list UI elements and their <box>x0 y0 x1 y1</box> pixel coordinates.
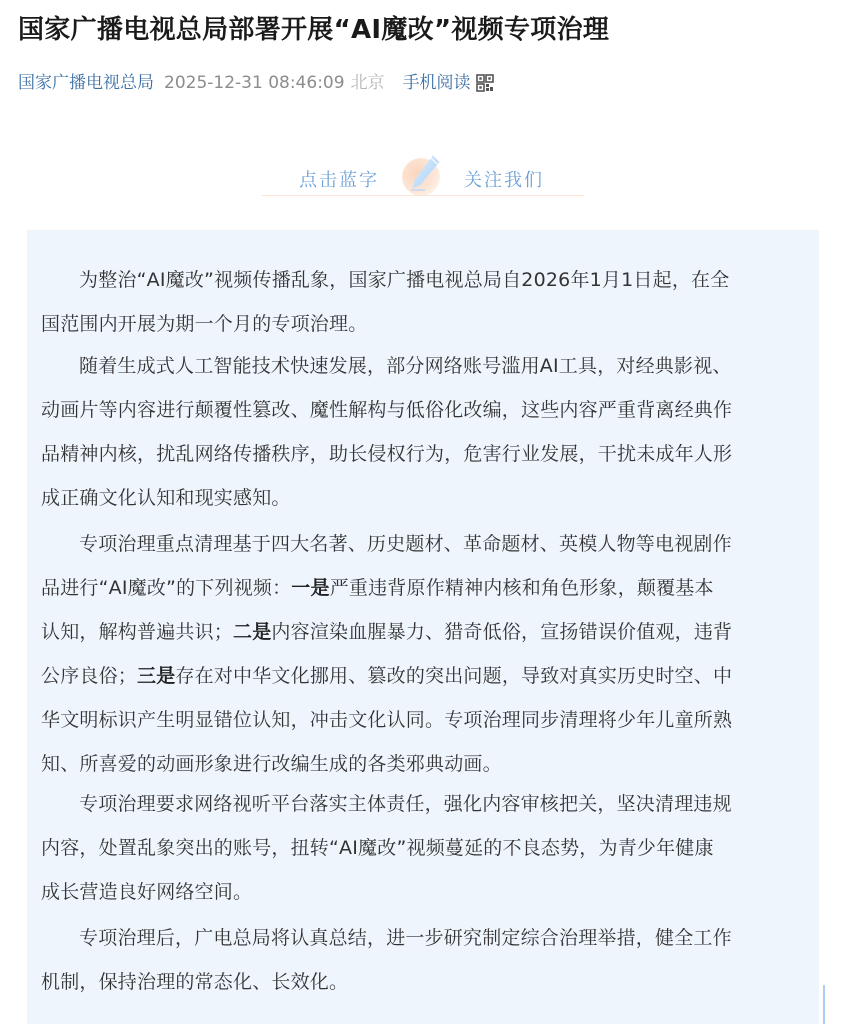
text-segment: 认知，解构普遍共识； <box>41 621 234 643</box>
paragraph-line: 专项治理后，广电总局将认真总结，进一步研究制定综合治理举措，健全工作 <box>79 927 732 949</box>
paragraph-1 <box>27 258 819 346</box>
bold-marker-3: 三是 <box>137 665 176 687</box>
paragraph-line: 华文明标识产生明显错位认知，冲击文化认同。专项治理同步清理将少年儿童所熟 <box>41 709 733 731</box>
scrollbar[interactable] <box>823 985 825 1024</box>
paragraph-2 <box>27 344 819 520</box>
paragraph-line: 为整治“AI魔改”视频传播乱象，国家广播电视总局自2026年1月1日起，在全 <box>79 269 730 291</box>
paragraph-line: 品精神内核，扰乱网络传播秩序，助长侵权行为，危害行业发展，干扰未成年人形 <box>41 443 733 465</box>
paragraph-3 <box>27 522 819 786</box>
qr-code-icon[interactable] <box>476 74 494 92</box>
article-body <box>27 230 819 1024</box>
paragraph-line: 专项治理重点清理基于四大名著、历史题材、革命题材、英模人物等电视剧作 <box>79 533 732 555</box>
article-meta <box>18 70 494 96</box>
paragraph-4 <box>27 782 819 914</box>
article-title: 国家广播电视总局部署开展“AI魔改”视频专项治理 <box>18 15 610 45</box>
text-segment: 品进行“AI魔改”的下列视频： <box>41 577 292 599</box>
follow-divider <box>262 195 584 196</box>
follow-right-text: 关注我们 <box>464 170 544 191</box>
follow-banner[interactable] <box>262 150 584 200</box>
location: 北京 <box>350 73 385 93</box>
text-segment: 存在对中华文化挪用、篡改的突出问题，导致对真实历史时空、中 <box>175 665 733 687</box>
paragraph-line <box>27 654 805 698</box>
paragraph-line <box>27 566 805 610</box>
text-segment: 严重违背原作精神内核和角色形象，颠覆基本 <box>329 577 714 599</box>
bold-marker-2: 二是 <box>233 621 272 643</box>
mobile-read-link[interactable]: 手机阅读 <box>402 73 471 93</box>
follow-left-text: 点击蓝字 <box>299 170 379 191</box>
paragraph-line <box>27 610 805 654</box>
text-segment: 公序良俗； <box>41 665 138 687</box>
text-segment: 内容渲染血腥暴力、猎奇低俗，宣扬错误价值观，违背 <box>271 621 733 643</box>
publish-time: 2025-12-31 08:46:09 <box>164 73 345 93</box>
bold-marker-1: 一是 <box>291 577 330 599</box>
pencil-icon <box>400 152 448 200</box>
paragraph-line: 机制，保持治理的常态化、长效化。 <box>41 971 349 993</box>
paragraph-line: 国范围内开展为期一个月的专项治理。 <box>41 313 368 335</box>
paragraph-line: 内容，处置乱象突出的账号，扭转“AI魔改”视频蔓延的不良态势，为青少年健康 <box>41 837 714 859</box>
paragraph-line: 专项治理要求网络视听平台落实主体责任，强化内容审核把关，坚决清理违规 <box>79 793 732 815</box>
paragraph-line: 动画片等内容进行颠覆性篡改、魔性解构与低俗化改编，这些内容严重背离经典作 <box>41 399 733 421</box>
paragraph-line: 成正确文化认知和现实感知。 <box>41 487 291 509</box>
paragraph-line: 成长营造良好网络空间。 <box>41 881 253 903</box>
paragraph-line: 知、所喜爱的动画形象进行改编生成的各类邪典动画。 <box>41 753 502 775</box>
paragraph-line: 随着生成式人工智能技术快速发展，部分网络账号滥用AI工具，对经典影视、 <box>79 355 732 377</box>
paragraph-5 <box>27 916 819 1004</box>
source-link[interactable]: 国家广播电视总局 <box>18 73 154 93</box>
